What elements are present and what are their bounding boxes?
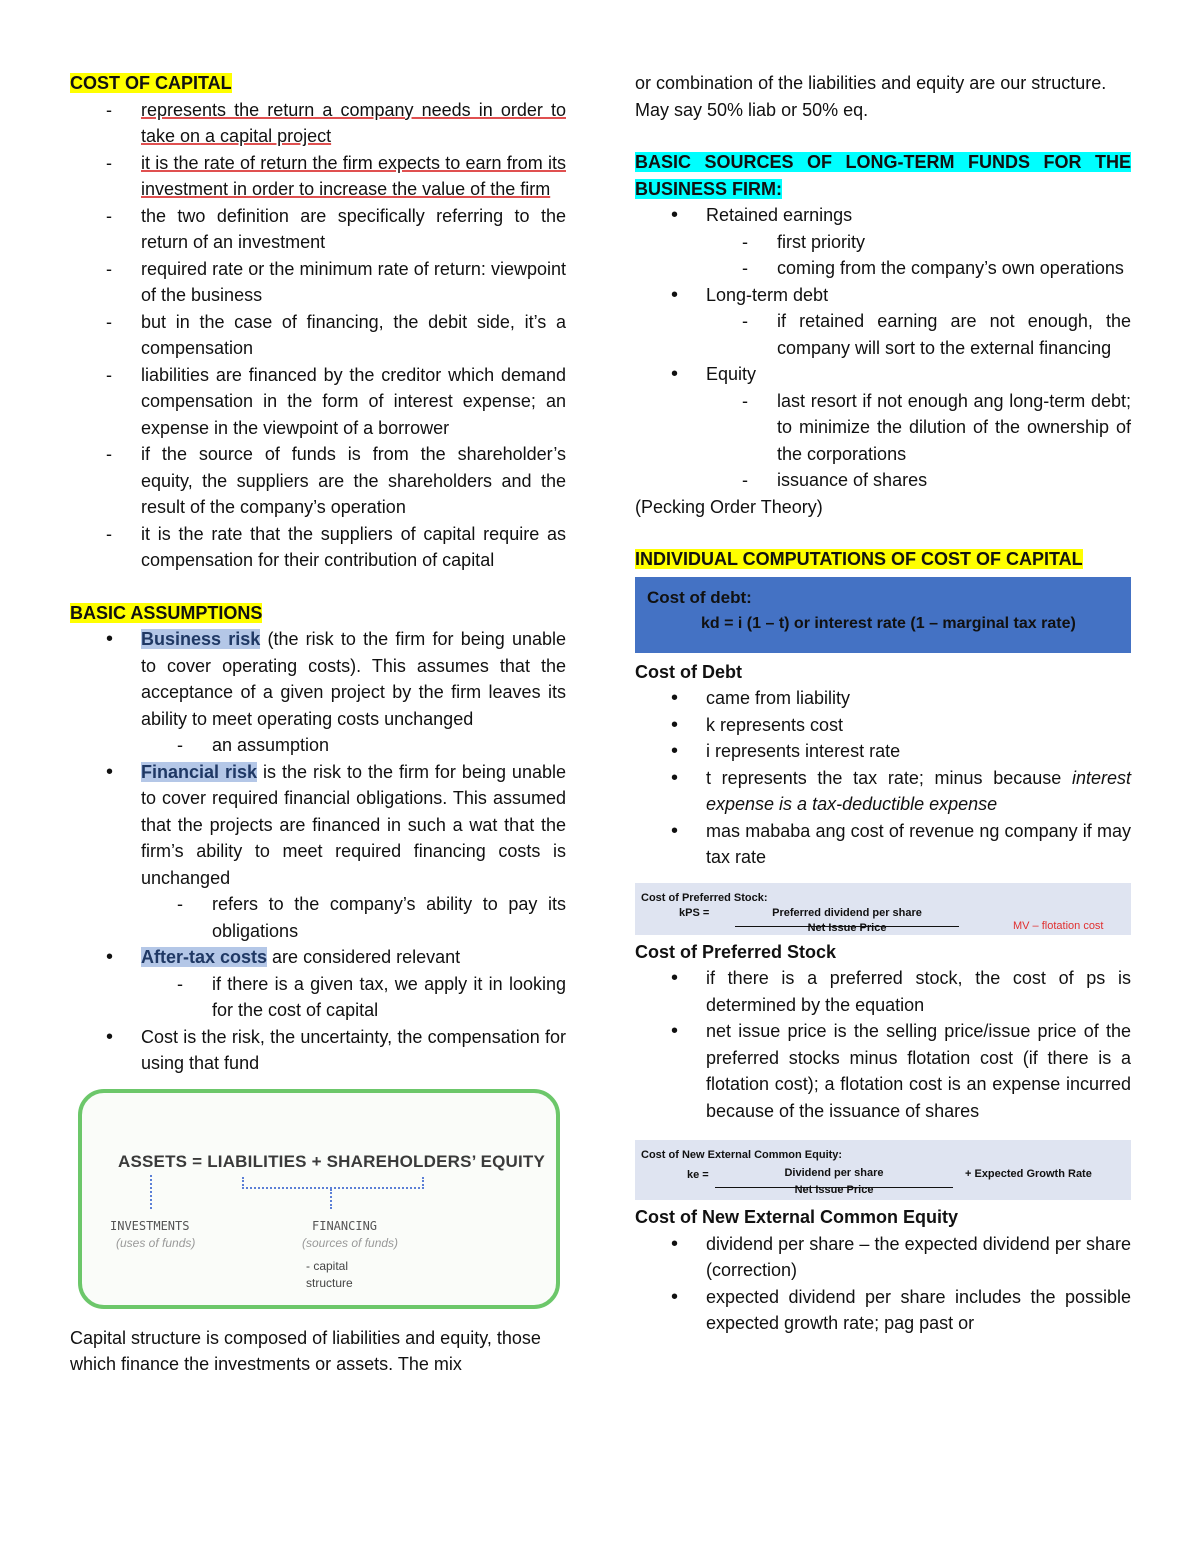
list-item: • t represents the tax rate; minus because interest expense is a tax-deductible expense [635,765,1131,818]
list-item: - it is the rate of return the firm expects to earn from its investment in order to increase the value of the firm [70,150,566,203]
term-business-risk: Business risk [141,629,261,649]
cost-of-common-equity-list [635,1231,1131,1337]
list-item: - required rate or the minimum rate of return: viewpoint of the business [70,256,566,309]
cost-of-preferred-stock-heading: Cost of Preferred Stock [635,941,837,962]
sources-list [635,202,1131,494]
list-item: • expected dividend per share includes the possible expected growth rate; pag past or [635,1284,1131,1337]
investments-sublabel: (uses of funds) [116,1235,196,1250]
list-item: - refers to the company’s ability to pay its obligations [141,891,566,944]
term-after-tax-costs: After-tax costs [141,947,268,967]
list-item: - if the source of funds is from the shareholder’s equity, the suppliers are the shareholders and the result of the company’s operation [70,441,566,521]
section-title-sources: BASIC SOURCES OF LONG-TERM FUNDS FOR THE BUSINESS FIRM: [635,152,1131,199]
list-item: - if retained earning are not enough, the company will sort to the external financing [706,308,1131,361]
list-item: • dividend per share – the expected dividend per share (correction) [635,1231,1131,1284]
cost-of-debt-heading: Cost of Debt [635,661,742,682]
cost-of-common-equity-formula: Cost of New External Common Equity: ke = Dividend per share Net Issue Price + Expected Growth Rate [635,1140,1131,1200]
list-item: - issuance of shares [706,467,1131,494]
capital-structure-label: structure [306,1275,353,1290]
term-financial-risk: Financial risk [141,761,258,782]
list-item: - but in the case of financing, the debit side, it’s a compensation [70,309,566,362]
list-item: - an assumption [141,732,566,759]
accounting-equation: ASSETS = LIABILITIES + SHAREHOLDERS’ EQUITY [118,1151,546,1171]
cost-of-preferred-stock-list [635,965,1131,1124]
section-title-individual-computations: INDIVIDUAL COMPUTATIONS OF COST OF CAPITAL [635,549,1083,569]
arrow-icon [330,1189,334,1209]
list-item: - coming from the company’s own operations [706,255,1131,282]
list-item: • Business risk (the risk to the firm for being unable to cover operating costs). This assumes that the acceptance of a given project by the firm leaves its ability to meet operating costs unchanged - an assumption [70,626,566,759]
section-title-basic-assumptions: BASIC ASSUMPTIONS [70,602,263,623]
list-item: • k represents cost [635,712,1131,739]
cost-of-preferred-stock-formula: Cost of Preferred Stock: kPS = Preferred dividend per share Net Issue Price MV – flotation cost [635,883,1131,935]
list-item: - last resort if not enough ang long-term debt; to minimize the dilution of the ownership of the corporations [706,388,1131,468]
cost-of-common-equity-heading: Cost of New External Common Equity [635,1207,959,1227]
list-item: • Financial risk is the risk to the firm for being unable to cover required financial obligations. This assumed that the projects are financed in such a wat that the firm’s ability to meet required financing costs is unchanged - refers to the company’s ability to pay its obligations [70,759,566,945]
list-item: - represents the return a company needs in order to take on a capital project [70,97,566,150]
list-item: - liabilities are financed by the creditor which demand compensation in the form of interest expense; an expense in the viewpoint of a borrower [70,362,566,442]
list-item: - if there is a given tax, we apply it in looking for the cost of capital [141,971,566,1024]
list-item: • mas mababa ang cost of revenue ng company if may tax rate [635,818,1131,871]
bracket-icon [242,1177,424,1189]
arrow-icon [150,1175,154,1209]
list-item: • net issue price is the selling price/issue price of the preferred stocks minus flotation cost (if there is a flotation cost); a flotation cost is an expense incurred because of the issuance of shares [635,1018,1131,1124]
list-item: • came from liability [635,685,1131,712]
financing-sublabel: (sources of funds) [302,1235,399,1250]
list-item: • Cost is the risk, the uncertainty, the compensation for using that fund [70,1024,566,1077]
left-column [70,70,566,1378]
financing-label: FINANCING [312,1218,378,1233]
investments-label: INVESTMENTS [110,1218,190,1233]
capital-structure-label: - capital [306,1258,349,1273]
cost-of-debt-list [635,685,1131,871]
list-item: • Equity - last resort if not enough ang long-term debt; to minimize the dilution of the ownership of the corporations - issuance of shares [635,361,1131,494]
continued-paragraph: or combination of the liabilities and equity are our structure. May say 50% liab or 50% eq. [635,73,1107,120]
list-item: - it is the rate that the suppliers of capital require as compensation for their contribution of capital [70,521,566,574]
list-item: • if there is a preferred stock, the cost of ps is determined by the equation [635,965,1131,1018]
cost-of-capital-list [70,97,566,574]
section-title-cost-of-capital: COST OF CAPITAL [70,73,232,93]
accounting-equation-diagram [78,1089,560,1309]
list-item: - first priority [706,229,1131,256]
list-item: • After-tax costs are considered relevant - if there is a given tax, we apply it in looking for the cost of capital [70,944,566,1024]
cost-of-debt-formula: Cost of debt: kd = i (1 – t) or interest rate (1 – marginal tax rate) [635,577,1131,653]
list-item: - the two definition are specifically referring to the return of an investment [70,203,566,256]
capital-structure-paragraph: Capital structure is composed of liabilities and equity, those which finance the investments or assets. The mix [70,1327,541,1374]
pecking-order-note: (Pecking Order Theory) [635,496,823,517]
right-column [635,70,1131,1337]
assumptions-list [70,626,566,1077]
list-item: • Retained earnings - first priority - coming from the company’s own operations [635,202,1131,282]
list-item: • Long-term debt - if retained earning are not enough, the company will sort to the external financing [635,282,1131,362]
list-item: • i represents interest rate [635,738,1131,765]
